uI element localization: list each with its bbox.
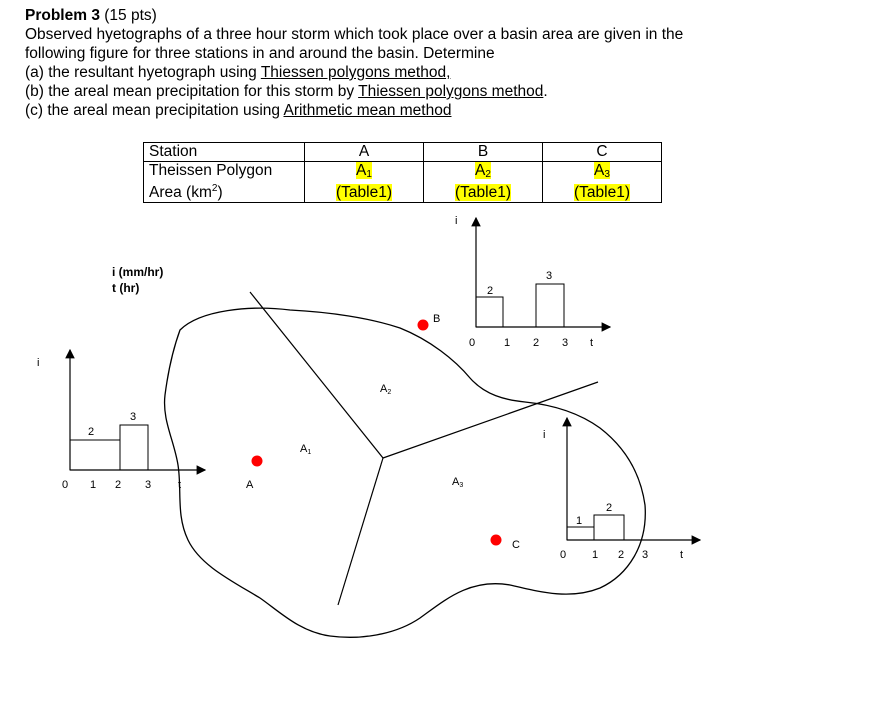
hyeto-a-t-label: t [178, 479, 182, 491]
hyeto-a-tick-0: 0 [62, 479, 69, 491]
polygon-c-sub: 3 [604, 169, 610, 180]
row-label-station: Station [144, 143, 305, 162]
part-a-prefix: (a) the resultant hyetograph using [25, 64, 261, 81]
hyeto-c-t-label: t [680, 549, 684, 561]
station-b-marker [418, 320, 429, 331]
hyeto-a-tick-3: 3 [145, 479, 152, 491]
problem-title: Problem 3 [25, 7, 100, 24]
hyetograph-a [37, 350, 205, 491]
hyeto-a-bar-1 [70, 440, 120, 470]
part-b-prefix: (b) the areal mean precipitation for this storm by [25, 83, 359, 100]
station-a-label: A [246, 479, 254, 491]
hyeto-c-bar-2 [594, 515, 624, 540]
hyetograph-b [455, 215, 610, 349]
part-a-suffix: , [446, 64, 451, 81]
part-b-method-link: Thiessen polygons method [358, 83, 544, 100]
station-c-marker [491, 535, 502, 546]
station-a-name: A [305, 143, 424, 162]
hyeto-c-i-label: i [543, 429, 546, 441]
hyeto-a-tick-2: 2 [115, 479, 122, 491]
polygon-a-sub: 1 [366, 169, 372, 180]
station-c-area: (Table1) [574, 184, 630, 201]
hyeto-b-value-2: 3 [546, 270, 553, 282]
hyeto-a-value-1: 2 [88, 426, 95, 438]
hyeto-b-tick-2: 2 [533, 337, 540, 349]
row-label-polygon: Theissen Polygon [149, 162, 273, 179]
hyeto-a-tick-1: 1 [90, 479, 97, 491]
hyeto-b-tick-1: 1 [504, 337, 511, 349]
hyeto-b-tick-0: 0 [469, 337, 476, 349]
hyeto-b-bar-2 [536, 284, 564, 327]
hyeto-a-i-label: i [37, 357, 40, 369]
thiessen-line-ab [250, 292, 383, 458]
hyeto-c-tick-2: 2 [618, 549, 625, 561]
area-label-suffix: ) [217, 184, 223, 202]
region-a1-label: A1 [300, 443, 312, 456]
part-c-prefix: (c) the areal mean precipitation using [25, 102, 284, 119]
basin-boundary [165, 308, 649, 637]
hyeto-a-bar-2 [120, 425, 148, 470]
region-a3-label: A3 [452, 476, 464, 489]
polygon-b-sub: 2 [485, 169, 491, 180]
part-c-method-link: Arithmetic mean method [283, 102, 452, 119]
hyeto-b-tick-3: 3 [562, 337, 569, 349]
station-c-name: C [543, 143, 662, 162]
hyeto-c-tick-1: 1 [592, 549, 599, 561]
part-b-suffix: . [543, 83, 548, 100]
hyeto-c-value-1: 1 [576, 515, 583, 527]
hyeto-c-bar-1 [567, 527, 594, 540]
area-label-sup: 2 [211, 183, 218, 194]
station-b-name: B [424, 143, 543, 162]
problem-points: (15 pts) [99, 7, 157, 24]
region-a2-label: A2 [380, 383, 392, 396]
hyeto-b-value-1: 2 [487, 285, 494, 297]
station-a-area: (Table1) [336, 184, 392, 201]
hyeto-b-i-label: i [455, 215, 458, 227]
hyeto-c-tick-0: 0 [560, 549, 567, 561]
station-b-label: B [433, 313, 441, 325]
hyetograph-c [543, 418, 700, 561]
hyeto-b-bar-1 [476, 297, 503, 327]
problem-line-2: following figure for three stations in and around the basin. Determine [25, 45, 495, 62]
polygon-c-letter: A [594, 162, 605, 179]
station-a-marker [252, 456, 263, 467]
station-b-area: (Table1) [455, 184, 511, 201]
station-c-label: C [512, 539, 520, 551]
legend-intensity: i (mm/hr) [112, 265, 164, 279]
area-label-prefix: Area (km [149, 184, 212, 202]
hyeto-c-value-2: 2 [606, 502, 613, 514]
polygon-a-letter: A [356, 162, 367, 179]
legend-time: t (hr) [112, 281, 140, 295]
thiessen-line-ac [338, 458, 383, 605]
hyeto-a-value-2: 3 [130, 411, 137, 423]
polygon-b-letter: A [475, 162, 486, 179]
part-a-method-link: Thiessen polygons method [260, 64, 447, 81]
problem-line-1: Observed hyetographs of a three hour storm which took place over a basin area are given in the [25, 26, 684, 43]
hyeto-b-t-label: t [590, 337, 594, 349]
hyeto-c-tick-3: 3 [642, 549, 649, 561]
